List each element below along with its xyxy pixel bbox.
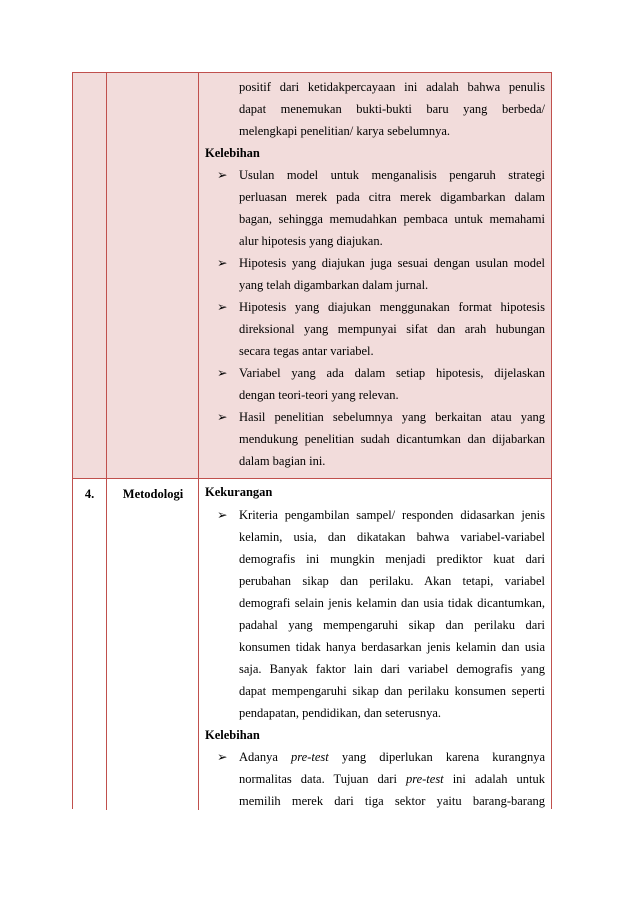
text-line: Hipotesis yang diajukan menggunakan format hipotesis	[239, 300, 545, 314]
text-line: dapat menemukan bukti-bukti baru yang berbeda/	[239, 102, 545, 116]
text-line	[239, 770, 545, 788]
text-line: Kriteria pengambilan sampel/ responden didasarkan jenis	[239, 508, 545, 522]
text-line: Hipotesis yang diajukan juga sesuai dengan usulan model	[239, 256, 545, 270]
text-line: bagan, sehingga memudahkan pembaca untuk memahami	[239, 212, 545, 226]
row-number: 4.	[84, 487, 95, 501]
pretest-term: pre-test	[405, 772, 444, 786]
arrow-bullet-icon: ➢	[217, 410, 228, 424]
text-line: pendapatan, pendidikan, dan seterusnya.	[239, 706, 442, 720]
text-line: kelamin, usia, dan dikatakan bahwa variabel-variabel	[239, 530, 545, 544]
text-line: perubahan sikap dan perilaku. Akan tetapi, variabel	[239, 574, 545, 588]
review-table	[72, 72, 552, 809]
text-run: normalitas data. Tujuan dari	[239, 772, 397, 786]
row-label: Metodologi	[122, 487, 184, 501]
column-divider	[198, 73, 199, 478]
text-line: dengan teori-teori yang relevan.	[239, 388, 399, 402]
text-line: Variabel yang ada dalam setiap hipotesis, dijelaskan	[239, 366, 545, 380]
text-run: ini adalah untuk	[452, 772, 545, 786]
text-line	[239, 748, 545, 766]
pretest-term: pre-test	[291, 750, 329, 764]
text-run: Adanya	[239, 750, 278, 764]
text-line: dapat mempengaruhi sikap dan perilaku konsumen seperti	[239, 684, 545, 698]
kelebihan-heading: Kelebihan	[205, 146, 260, 160]
text-line: direksional yang mempunyai sifat dan arah hubungan	[239, 322, 545, 336]
arrow-bullet-icon: ➢	[217, 168, 228, 182]
text-line: mendukung penelitian sudah dicantumkan dan dijabarkan	[239, 432, 545, 446]
text-line: Hasil penelitian sebelumnya yang berkaitan atau yang	[239, 410, 545, 424]
text-line: konsumen tidak hanya berdasarkan jenis kelamin dan usia	[239, 640, 545, 654]
text-line: positif dari ketidakpercayaan ini adalah bahwa penulis	[239, 80, 545, 94]
arrow-bullet-icon: ➢	[217, 366, 228, 380]
arrow-bullet-icon: ➢	[217, 508, 228, 522]
kekurangan-heading: Kekurangan	[205, 485, 273, 499]
text-line: dalam bagian ini.	[239, 454, 326, 468]
arrow-bullet-icon: ➢	[217, 300, 228, 314]
text-line: yang telah digambarkan dalam jurnal.	[239, 278, 429, 292]
text-line: demografi selain jenis kelamin dan usia tidak dicantumkan,	[239, 596, 545, 610]
text-line: perluasan merek pada citra merek digambarkan dalam	[239, 190, 545, 204]
text-run: yang diperlukan karena kurangnya	[341, 750, 546, 764]
table-row-continuation	[73, 73, 551, 479]
text-line: Usulan model untuk menganalisis pengaruh strategi	[239, 168, 545, 182]
column-divider	[106, 479, 107, 810]
column-divider	[106, 73, 107, 478]
column-divider	[198, 479, 199, 810]
text-line: melengkapi penelitian/ karya sebelumnya.	[239, 124, 451, 138]
arrow-bullet-icon: ➢	[217, 256, 228, 270]
table-row-metodologi	[73, 479, 551, 810]
kelebihan-heading: Kelebihan	[205, 728, 260, 742]
text-line: saja. Banyak faktor lain dari variabel demografis yang	[239, 662, 545, 676]
text-line: padahal yang mempengaruhi sikap dan perilaku dari	[239, 618, 545, 632]
arrow-bullet-icon: ➢	[217, 750, 228, 764]
text-line: secara tegas antar variabel.	[239, 344, 374, 358]
text-line: memilih merek dari tiga sektor yaitu barang-barang	[239, 794, 545, 808]
text-line: alur hipotesis yang diajukan.	[239, 234, 383, 248]
text-line: demografis ini mungkin menjadi prediktor kuat dari	[239, 552, 545, 566]
